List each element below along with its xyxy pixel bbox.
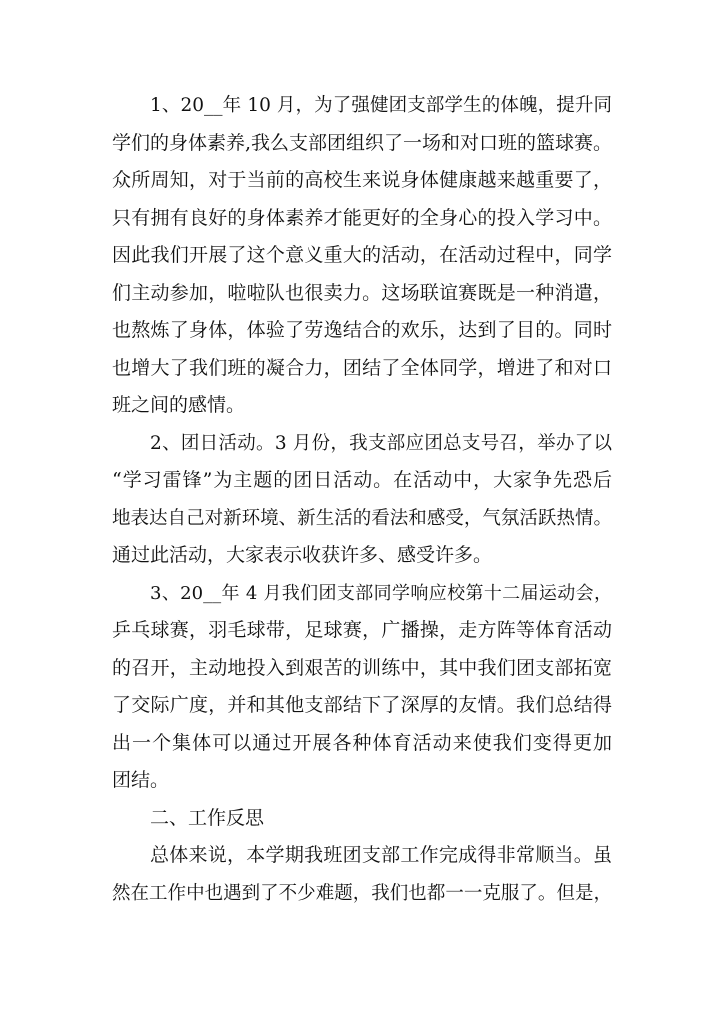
- text-line: “学习雷锋”为主题的团日活动。在活动中，大家争先恐后: [112, 469, 612, 491]
- document-body: [112, 87, 612, 912]
- text-line: 的召开，主动地投入到艰苦的训练中，其中我们团支部拓宽: [112, 656, 612, 679]
- text-line: 通过此活动，大家表示收获许多、感受许多。: [112, 544, 493, 566]
- text-line: 2、团日活动。3 月份，我支部应团总支号召，举办了以: [150, 432, 612, 454]
- text-line: 团结。: [112, 769, 170, 791]
- section-heading: 二、工作反思: [150, 806, 265, 829]
- text-line: 学们的身体素养,我么支部团组织了一场和对口班的篮球赛。: [112, 131, 613, 154]
- text-line: 乒乓球赛，羽毛球带，足球赛，广播操，走方阵等体育活动: [112, 619, 612, 641]
- text-line: 也熬炼了身体，体验了劳逸结合的欢乐，达到了目的。同时: [112, 319, 612, 341]
- text-line: 1、20__年 10 月，为了强健团支部学生的体魄，提升同: [150, 95, 612, 116]
- text-line: 然在工作中也遇到了不少难题，我们也都一一克服了。但是，: [112, 882, 612, 904]
- text-line: 因此我们开展了这个意义重大的活动，在活动过程中，同学: [112, 244, 612, 266]
- text-line: 地表达自己对新环境、新生活的看法和感受，气氛活跃热情。: [112, 507, 612, 529]
- text-line: 3、20__年 4 月我们团支部同学响应校第十二届运动会，: [150, 582, 612, 604]
- text-line: 们主动参加，啦啦队也很卖力。这场联谊赛既是一种消遣，: [112, 281, 612, 304]
- text-line: 了交际广度，并和其他支部结下了深厚的友情。我们总结得: [112, 694, 612, 716]
- text-line: 出一个集体可以通过开展各种体育活动来使我们变得更加: [112, 731, 612, 754]
- text-line: 总体来说，本学期我班团支部工作完成得非常顺当。虽: [150, 844, 612, 866]
- text-line: 班之间的感情。: [112, 394, 246, 416]
- text-line: 也增大了我们班的凝合力，团结了全体同学，增进了和对口: [112, 356, 612, 379]
- text-line: 众所周知，对于当前的高校生来说身体健康越来越重要了，: [112, 169, 612, 191]
- text-line: 只有拥有良好的身体素养才能更好的全身心的投入学习中。: [112, 206, 612, 229]
